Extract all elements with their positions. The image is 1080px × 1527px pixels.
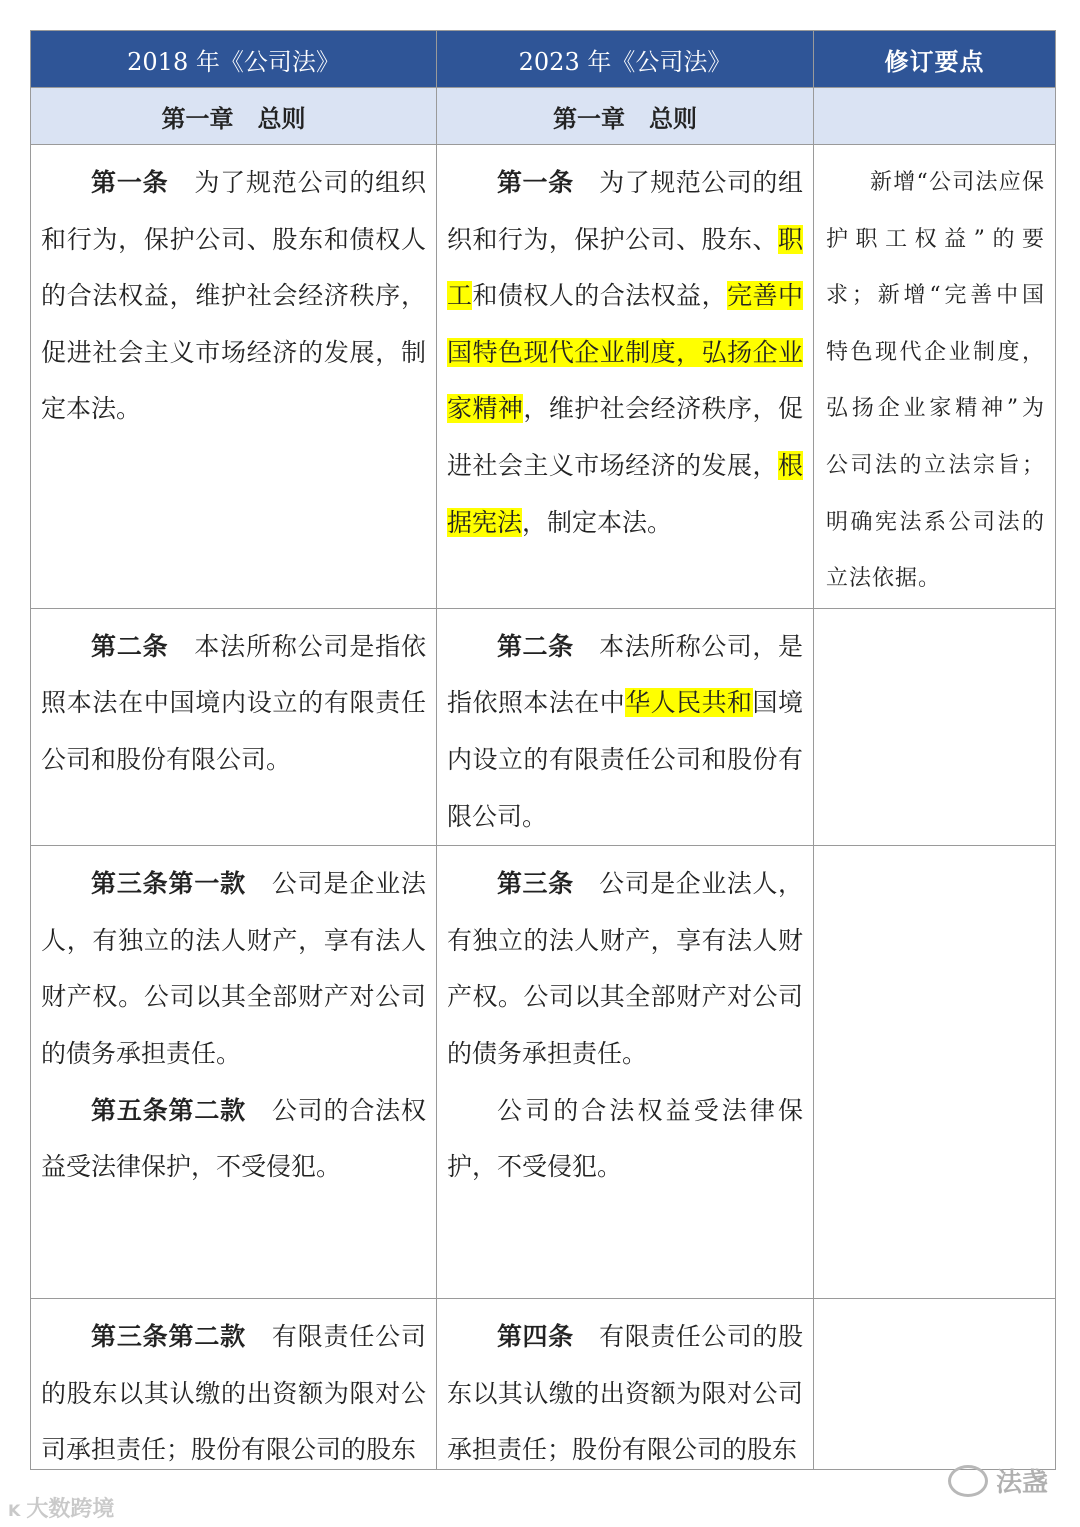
chapter-row [31,88,1056,145]
article-text: 为了规范公司的组织和行为，保护公司、股东和债权人的合法权益，维护社会经济秩序，促进社会主义市场经济的发展，制定本法。 [41,168,426,424]
old-article-cell [31,846,437,1299]
chapter-title-new: 第一章 总则 [437,88,814,145]
site-watermark [8,1492,114,1523]
old-article-cell [31,145,437,609]
table-row [31,846,1056,1299]
article-number: 第一条 [91,168,169,197]
source-watermark [948,1462,1048,1499]
article-number: 第三条 [497,869,574,899]
article-paragraph [447,155,803,551]
article-paragraph [41,856,426,1082]
table-row [31,608,1056,845]
article-text: ，维护社会经济秩序，促进社会主义市场经济的发展， [447,394,803,480]
article-number: 第三条第二款 [91,1322,246,1352]
article-text: 国境内设立的有限责任公司和股份有限公司。 [447,688,803,831]
article-text: 有限责任公司的股东以其认缴的出资额为限对公司承担责任；股份有限公司的股东 [41,1322,426,1465]
article-text: 和债权人的合法权益， [472,281,728,311]
header-row [31,31,1056,88]
article-text: 公司是企业法人，有独立的法人财产，享有法人财产权。公司以其全部财产对公司的债务承担责任。 [447,869,803,1068]
revision-note-text: 新增“公司法应保护职工权益”的要求；新增“完善中国特色现代企业制度，弘扬企业家精神”为公司法的立法宗旨；明确宪法系公司法的立法依据。 [826,170,1045,592]
article-number: 第二条 [91,631,169,661]
old-article-cell [31,608,437,845]
article-paragraph [41,619,426,789]
highlighted-text: 根据宪法 [447,450,803,537]
article-text: 为了规范公司的组织和行为，保护公司、股东、 [447,168,803,254]
highlighted-text: 完善中国特色现代企业制度，弘扬企业家精神 [447,281,803,424]
article-paragraph [447,619,803,845]
revision-note-cell [814,846,1056,1299]
article-paragraph [41,1083,426,1196]
article-text: 有限责任公司的股东以其认缴的出资额为限对公司承担责任；股份有限公司的股东 [447,1322,803,1465]
article-paragraph [447,1309,803,1469]
revision-note-cell [814,1299,1056,1470]
article-paragraph: 公司的合法权益受法律保护，不受侵犯。 [447,1095,803,1182]
header-2018: 2018 年《公司法》 [31,31,437,88]
article-paragraph [447,856,803,1082]
article-number: 第二条 [497,631,574,661]
header-revision-points: 修订要点 [814,31,1056,88]
new-article-cell [437,145,814,609]
new-article-cell [437,1299,814,1470]
table-row [31,145,1056,609]
site-name: 大数跨境 [26,1497,115,1522]
chapter-title-old: 第一章 总则 [31,88,437,145]
new-article-cell [437,608,814,845]
wechat-icon [948,1465,988,1497]
highlighted-text: 职工 [447,224,803,311]
revision-note-cell [814,145,1056,609]
article-text: 本法所称公司，是指依照本法在中 [447,631,803,718]
article-paragraph [41,155,426,438]
old-article-cell [31,1299,437,1470]
header-2023: 2023 年《公司法》 [437,31,814,88]
highlighted-text: 华人民共和 [625,688,753,718]
comparison-table [30,30,1056,1470]
source-brand: 法盏 [996,1468,1049,1498]
chapter-title-note [814,88,1056,145]
article-number: 第四条 [497,1322,574,1352]
article-text: 公司是企业法人，有独立的法人财产，享有法人财产权。公司以其全部财产对公司的债务承担责任。 [41,869,426,1068]
article-text: 公司的合法权益受法律保护，不受侵犯。 [41,1095,426,1182]
article-paragraph [41,1309,426,1469]
article-number: 第五条第二款 [91,1095,246,1125]
new-article-cell [437,846,814,1299]
article-number: 第一条 [497,168,574,197]
table-row [31,1299,1056,1470]
article-text: ，制定本法。 [522,507,673,537]
site-logo-icon: K [8,1501,21,1520]
article-text: 本法所称公司是指依照本法在中国境内设立的有限责任公司和股份有限公司。 [41,631,426,774]
revision-note-cell [814,608,1056,845]
article-number: 第三条第一款 [91,869,246,899]
